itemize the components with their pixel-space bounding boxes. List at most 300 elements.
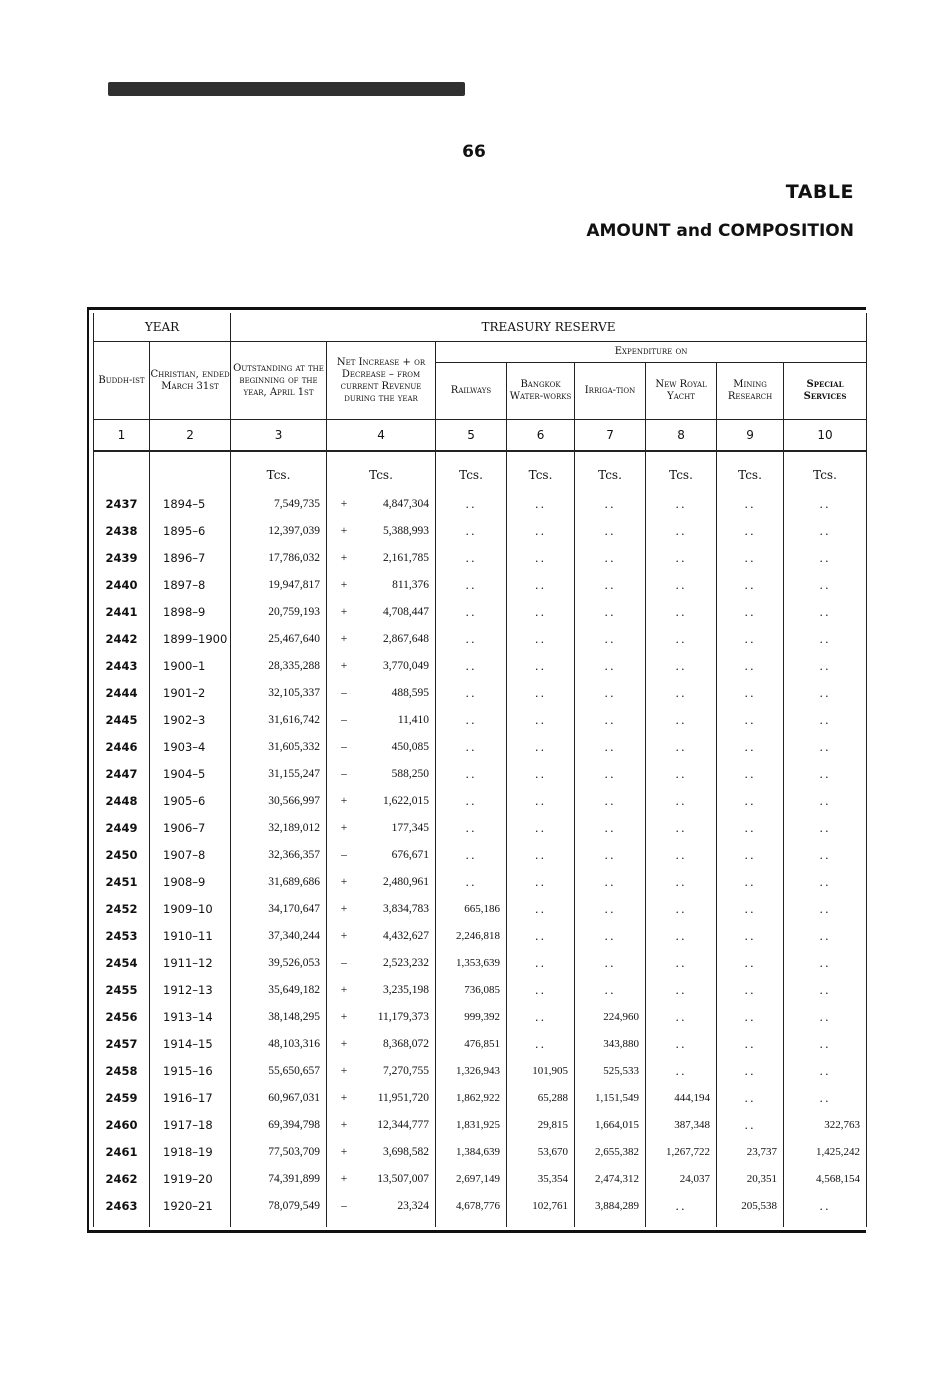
- table-row: [94, 598, 867, 625]
- outstanding-value: 31,155,247: [231, 760, 327, 787]
- irrigation-value: 1,151,549: [575, 1084, 646, 1111]
- railways-value: ..: [436, 517, 507, 544]
- waterworks-value: ..: [507, 976, 575, 1003]
- net-change-cell: [327, 652, 436, 679]
- christian-year: 1911–12: [150, 949, 231, 976]
- irrigation-value: ..: [575, 841, 646, 868]
- yacht-value: ..: [646, 895, 717, 922]
- waterworks-value: ..: [507, 706, 575, 733]
- christian-year: 1916–17: [150, 1084, 231, 1111]
- net-change-cell: [327, 1138, 436, 1165]
- buddhist-year: 2440: [94, 571, 150, 598]
- waterworks-value: ..: [507, 517, 575, 544]
- unit-label: Tcs.: [646, 460, 717, 490]
- buddhist-year: 2448: [94, 787, 150, 814]
- special-services-value: ..: [784, 1003, 867, 1030]
- railways-value: ..: [436, 733, 507, 760]
- mining-value: ..: [717, 1057, 784, 1084]
- outstanding-value: 31,605,332: [231, 733, 327, 760]
- buddhist-year: 2455: [94, 976, 150, 1003]
- table-row: [94, 571, 867, 598]
- special-services-value: ..: [784, 787, 867, 814]
- change-sign: +: [340, 1037, 348, 1050]
- special-services-value: ..: [784, 517, 867, 544]
- unit-label: Tcs.: [717, 460, 784, 490]
- change-amount: 3,770,049: [383, 659, 430, 672]
- irrigation-value: ..: [575, 517, 646, 544]
- table-row: [94, 1165, 867, 1192]
- irrigation-value: ..: [575, 814, 646, 841]
- net-change-cell: [327, 490, 436, 517]
- outstanding-value: 17,786,032: [231, 544, 327, 571]
- change-amount: 588,250: [391, 767, 430, 780]
- change-amount: 811,376: [392, 578, 430, 591]
- irrigation-value: ..: [575, 706, 646, 733]
- unit-label: Tcs.: [436, 460, 507, 490]
- change-sign: –: [341, 956, 347, 969]
- yacht-value: ..: [646, 652, 717, 679]
- railways-value: 1,862,922: [436, 1084, 507, 1111]
- railways-value: 476,851: [436, 1030, 507, 1057]
- header-year: YEAR: [94, 313, 231, 342]
- yacht-value: ..: [646, 868, 717, 895]
- waterworks-value: ..: [507, 814, 575, 841]
- mining-value: ..: [717, 733, 784, 760]
- buddhist-year: 2461: [94, 1138, 150, 1165]
- christian-year: 1918–19: [150, 1138, 231, 1165]
- special-services-value: ..: [784, 760, 867, 787]
- yacht-value: ..: [646, 490, 717, 517]
- change-sign: –: [341, 686, 347, 699]
- yacht-value: ..: [646, 1057, 717, 1084]
- special-services-value: 1,425,242: [784, 1138, 867, 1165]
- special-services-value: ..: [784, 841, 867, 868]
- mining-value: ..: [717, 706, 784, 733]
- net-change-cell: [327, 625, 436, 652]
- unit-label: Tcs.: [575, 460, 646, 490]
- change-amount: 5,388,993: [383, 524, 430, 537]
- outstanding-value: 32,366,357: [231, 841, 327, 868]
- buddhist-year: 2462: [94, 1165, 150, 1192]
- net-change-cell: [327, 976, 436, 1003]
- buddhist-year: 2459: [94, 1084, 150, 1111]
- net-change-cell: [327, 922, 436, 949]
- change-sign: +: [340, 794, 348, 807]
- unit-label: Tcs.: [784, 460, 867, 490]
- railways-value: ..: [436, 787, 507, 814]
- table-row: [94, 841, 867, 868]
- change-sign: +: [340, 497, 348, 510]
- mining-value: ..: [717, 1111, 784, 1138]
- yacht-value: ..: [646, 814, 717, 841]
- irrigation-value: 3,884,289: [575, 1192, 646, 1219]
- outstanding-value: 12,397,039: [231, 517, 327, 544]
- table-row: [94, 895, 867, 922]
- change-sign: –: [341, 713, 347, 726]
- yacht-value: ..: [646, 1030, 717, 1057]
- yacht-value: ..: [646, 976, 717, 1003]
- irrigation-value: 2,474,312: [575, 1165, 646, 1192]
- mining-value: 205,538: [717, 1192, 784, 1219]
- change-sign: +: [340, 551, 348, 564]
- change-amount: 3,698,582: [383, 1145, 430, 1158]
- buddhist-year: 2457: [94, 1030, 150, 1057]
- christian-year: 1908–9: [150, 868, 231, 895]
- christian-year: 1901–2: [150, 679, 231, 706]
- waterworks-value: ..: [507, 544, 575, 571]
- waterworks-value: ..: [507, 922, 575, 949]
- waterworks-value: 65,288: [507, 1084, 575, 1111]
- table-row: [94, 868, 867, 895]
- yacht-value: ..: [646, 922, 717, 949]
- outstanding-value: 78,079,549: [231, 1192, 327, 1219]
- special-services-value: ..: [784, 706, 867, 733]
- header-expenditure-on: Expenditure on: [436, 342, 867, 363]
- mining-value: ..: [717, 949, 784, 976]
- change-sign: –: [341, 767, 347, 780]
- mining-value: ..: [717, 814, 784, 841]
- christian-year: 1899–1900: [150, 625, 231, 652]
- net-change-cell: [327, 1003, 436, 1030]
- change-sign: +: [340, 578, 348, 591]
- change-amount: 7,270,755: [383, 1064, 430, 1077]
- column-number: 2: [150, 420, 231, 452]
- net-change-cell: [327, 895, 436, 922]
- railways-value: 665,186: [436, 895, 507, 922]
- net-change-cell: [327, 598, 436, 625]
- outstanding-value: 32,189,012: [231, 814, 327, 841]
- buddhist-year: 2452: [94, 895, 150, 922]
- mining-value: ..: [717, 841, 784, 868]
- buddhist-year: 2449: [94, 814, 150, 841]
- christian-year: 1898–9: [150, 598, 231, 625]
- irrigation-value: ..: [575, 868, 646, 895]
- table-row: [94, 814, 867, 841]
- waterworks-value: 102,761: [507, 1192, 575, 1219]
- change-sign: +: [340, 929, 348, 942]
- buddhist-year: 2437: [94, 490, 150, 517]
- table-row: [94, 976, 867, 1003]
- outstanding-value: 69,394,798: [231, 1111, 327, 1138]
- christian-year: 1912–13: [150, 976, 231, 1003]
- change-amount: 3,235,198: [383, 983, 430, 996]
- christian-year: 1915–16: [150, 1057, 231, 1084]
- railways-value: ..: [436, 544, 507, 571]
- yacht-value: ..: [646, 517, 717, 544]
- buddhist-year: 2451: [94, 868, 150, 895]
- christian-year: 1903–4: [150, 733, 231, 760]
- mining-value: ..: [717, 922, 784, 949]
- header-yacht: New Royal Yacht: [646, 363, 717, 420]
- railways-value: ..: [436, 841, 507, 868]
- change-sign: –: [341, 1199, 347, 1212]
- waterworks-value: ..: [507, 598, 575, 625]
- railways-value: ..: [436, 679, 507, 706]
- change-sign: +: [340, 821, 348, 834]
- special-services-value: ..: [784, 571, 867, 598]
- column-number: 3: [231, 420, 327, 452]
- christian-year: 1897–8: [150, 571, 231, 598]
- net-change-cell: [327, 679, 436, 706]
- railways-value: 1,831,925: [436, 1111, 507, 1138]
- mining-value: ..: [717, 895, 784, 922]
- change-sign: +: [340, 1145, 348, 1158]
- outstanding-value: 31,689,686: [231, 868, 327, 895]
- irrigation-value: ..: [575, 787, 646, 814]
- change-amount: 11,410: [397, 713, 430, 726]
- railways-value: 736,085: [436, 976, 507, 1003]
- column-number: 6: [507, 420, 575, 452]
- outstanding-value: 30,566,997: [231, 787, 327, 814]
- change-amount: 450,085: [391, 740, 430, 753]
- table-row: [94, 1138, 867, 1165]
- waterworks-value: ..: [507, 949, 575, 976]
- special-services-value: ..: [784, 1030, 867, 1057]
- special-services-value: ..: [784, 625, 867, 652]
- buddhist-year: 2438: [94, 517, 150, 544]
- special-services-value: ..: [784, 1084, 867, 1111]
- yacht-value: ..: [646, 571, 717, 598]
- mining-value: ..: [717, 976, 784, 1003]
- unit-label: Tcs.: [231, 460, 327, 490]
- waterworks-value: ..: [507, 625, 575, 652]
- outstanding-value: 25,467,640: [231, 625, 327, 652]
- buddhist-year: 2447: [94, 760, 150, 787]
- header-net-change: Net Increase + or Decrease – from current Revenue during the year: [327, 342, 436, 420]
- christian-year: 1895–6: [150, 517, 231, 544]
- outstanding-value: 77,503,709: [231, 1138, 327, 1165]
- outstanding-value: 28,335,288: [231, 652, 327, 679]
- christian-year: 1914–15: [150, 1030, 231, 1057]
- christian-year: 1902–3: [150, 706, 231, 733]
- table-row: [94, 760, 867, 787]
- irrigation-value: 343,880: [575, 1030, 646, 1057]
- special-services-value: ..: [784, 922, 867, 949]
- irrigation-value: ..: [575, 922, 646, 949]
- yacht-value: ..: [646, 679, 717, 706]
- net-change-cell: [327, 814, 436, 841]
- net-change-cell: [327, 868, 436, 895]
- special-services-value: ..: [784, 868, 867, 895]
- special-services-value: ..: [784, 679, 867, 706]
- irrigation-value: ..: [575, 733, 646, 760]
- change-sign: +: [340, 605, 348, 618]
- mining-value: ..: [717, 1084, 784, 1111]
- special-services-value: ..: [784, 733, 867, 760]
- buddhist-year: 2445: [94, 706, 150, 733]
- waterworks-value: 29,815: [507, 1111, 575, 1138]
- table-row: [94, 706, 867, 733]
- railways-value: 1,353,639: [436, 949, 507, 976]
- waterworks-value: ..: [507, 895, 575, 922]
- table-row: [94, 625, 867, 652]
- buddhist-year: 2446: [94, 733, 150, 760]
- outstanding-value: 20,759,193: [231, 598, 327, 625]
- table-label: TABLE: [785, 181, 854, 203]
- change-sign: –: [341, 848, 347, 861]
- buddhist-year: 2458: [94, 1057, 150, 1084]
- outstanding-value: 39,526,053: [231, 949, 327, 976]
- mining-value: ..: [717, 571, 784, 598]
- buddhist-year: 2453: [94, 922, 150, 949]
- railways-value: 1,326,943: [436, 1057, 507, 1084]
- irrigation-value: ..: [575, 544, 646, 571]
- header-treasury-reserve: TREASURY RESERVE: [231, 313, 867, 342]
- waterworks-value: ..: [507, 571, 575, 598]
- yacht-value: ..: [646, 733, 717, 760]
- change-amount: 23,324: [397, 1199, 430, 1212]
- railways-value: ..: [436, 625, 507, 652]
- buddhist-year: 2460: [94, 1111, 150, 1138]
- header-buddhist: Buddh-ist: [94, 342, 150, 420]
- irrigation-value: ..: [575, 679, 646, 706]
- special-services-value: ..: [784, 949, 867, 976]
- outstanding-value: 37,340,244: [231, 922, 327, 949]
- change-sign: +: [340, 1064, 348, 1077]
- railways-value: 999,392: [436, 1003, 507, 1030]
- change-amount: 2,480,961: [383, 875, 430, 888]
- christian-year: 1910–11: [150, 922, 231, 949]
- net-change-cell: [327, 544, 436, 571]
- mining-value: ..: [717, 868, 784, 895]
- mining-value: ..: [717, 760, 784, 787]
- net-change-cell: [327, 1030, 436, 1057]
- net-change-cell: [327, 841, 436, 868]
- change-amount: 676,671: [391, 848, 430, 861]
- railways-value: ..: [436, 598, 507, 625]
- outstanding-value: 19,947,817: [231, 571, 327, 598]
- yacht-value: 387,348: [646, 1111, 717, 1138]
- column-number: 7: [575, 420, 646, 452]
- waterworks-value: ..: [507, 733, 575, 760]
- net-change-cell: [327, 787, 436, 814]
- change-amount: 177,345: [391, 821, 430, 834]
- net-change-cell: [327, 733, 436, 760]
- railways-value: ..: [436, 814, 507, 841]
- change-amount: 488,595: [391, 686, 430, 699]
- mining-value: 20,351: [717, 1165, 784, 1192]
- special-services-value: ..: [784, 814, 867, 841]
- irrigation-value: ..: [575, 652, 646, 679]
- table-row: [94, 733, 867, 760]
- change-amount: 2,867,648: [383, 632, 430, 645]
- railways-value: ..: [436, 571, 507, 598]
- net-change-cell: [327, 1111, 436, 1138]
- change-amount: 4,847,304: [383, 497, 430, 510]
- irrigation-value: ..: [575, 598, 646, 625]
- column-number: 8: [646, 420, 717, 452]
- yacht-value: ..: [646, 625, 717, 652]
- data-table: [93, 313, 867, 1227]
- waterworks-value: ..: [507, 679, 575, 706]
- special-services-value: ..: [784, 976, 867, 1003]
- yacht-value: ..: [646, 1192, 717, 1219]
- change-amount: 8,368,072: [383, 1037, 430, 1050]
- change-sign: –: [341, 740, 347, 753]
- table-row: [94, 1057, 867, 1084]
- waterworks-value: ..: [507, 868, 575, 895]
- table-row: [94, 949, 867, 976]
- christian-year: 1919–20: [150, 1165, 231, 1192]
- running-head-text: [108, 82, 465, 96]
- waterworks-value: 101,905: [507, 1057, 575, 1084]
- unit-label: Tcs.: [507, 460, 575, 490]
- unit-label: Tcs.: [327, 460, 436, 490]
- buddhist-year: 2463: [94, 1192, 150, 1219]
- waterworks-value: ..: [507, 652, 575, 679]
- net-change-cell: [327, 1084, 436, 1111]
- change-sign: +: [340, 1172, 348, 1185]
- yacht-value: ..: [646, 760, 717, 787]
- net-change-cell: [327, 949, 436, 976]
- irrigation-value: ..: [575, 895, 646, 922]
- waterworks-value: ..: [507, 490, 575, 517]
- mining-value: ..: [717, 787, 784, 814]
- buddhist-year: 2444: [94, 679, 150, 706]
- mining-value: ..: [717, 517, 784, 544]
- buddhist-year: 2450: [94, 841, 150, 868]
- change-sign: +: [340, 659, 348, 672]
- column-number: 9: [717, 420, 784, 452]
- table-row: [94, 679, 867, 706]
- outstanding-value: 34,170,647: [231, 895, 327, 922]
- header-christian: Christian, ended March 31st: [150, 342, 231, 420]
- railways-value: 4,678,776: [436, 1192, 507, 1219]
- mining-value: ..: [717, 679, 784, 706]
- yacht-value: ..: [646, 706, 717, 733]
- buddhist-year: 2456: [94, 1003, 150, 1030]
- yacht-value: 1,267,722: [646, 1138, 717, 1165]
- change-amount: 2,523,232: [383, 956, 430, 969]
- header-railways: Railways: [436, 363, 507, 420]
- railways-value: 1,384,639: [436, 1138, 507, 1165]
- mining-value: ..: [717, 544, 784, 571]
- yacht-value: ..: [646, 841, 717, 868]
- table-row: [94, 1084, 867, 1111]
- header-mining: Mining Research: [717, 363, 784, 420]
- mining-value: ..: [717, 1030, 784, 1057]
- treasury-reserve-table: [87, 307, 866, 1233]
- yacht-value: ..: [646, 1003, 717, 1030]
- outstanding-value: 48,103,316: [231, 1030, 327, 1057]
- column-number: 10: [784, 420, 867, 452]
- yacht-value: ..: [646, 787, 717, 814]
- christian-year: 1907–8: [150, 841, 231, 868]
- change-amount: 1,622,015: [383, 794, 430, 807]
- christian-year: 1904–5: [150, 760, 231, 787]
- waterworks-value: ..: [507, 787, 575, 814]
- railways-value: ..: [436, 490, 507, 517]
- special-services-value: 322,763: [784, 1111, 867, 1138]
- yacht-value: ..: [646, 544, 717, 571]
- yacht-value: 444,194: [646, 1084, 717, 1111]
- table-row: [94, 1030, 867, 1057]
- christian-year: 1905–6: [150, 787, 231, 814]
- outstanding-value: 38,148,295: [231, 1003, 327, 1030]
- special-services-value: ..: [784, 1057, 867, 1084]
- change-amount: 11,951,720: [377, 1091, 430, 1104]
- railways-value: 2,246,818: [436, 922, 507, 949]
- mining-value: ..: [717, 625, 784, 652]
- special-services-value: 4,568,154: [784, 1165, 867, 1192]
- change-sign: +: [340, 875, 348, 888]
- waterworks-value: 35,354: [507, 1165, 575, 1192]
- change-sign: +: [340, 524, 348, 537]
- table-row: [94, 1003, 867, 1030]
- waterworks-value: ..: [507, 760, 575, 787]
- table-row: [94, 652, 867, 679]
- irrigation-value: ..: [575, 571, 646, 598]
